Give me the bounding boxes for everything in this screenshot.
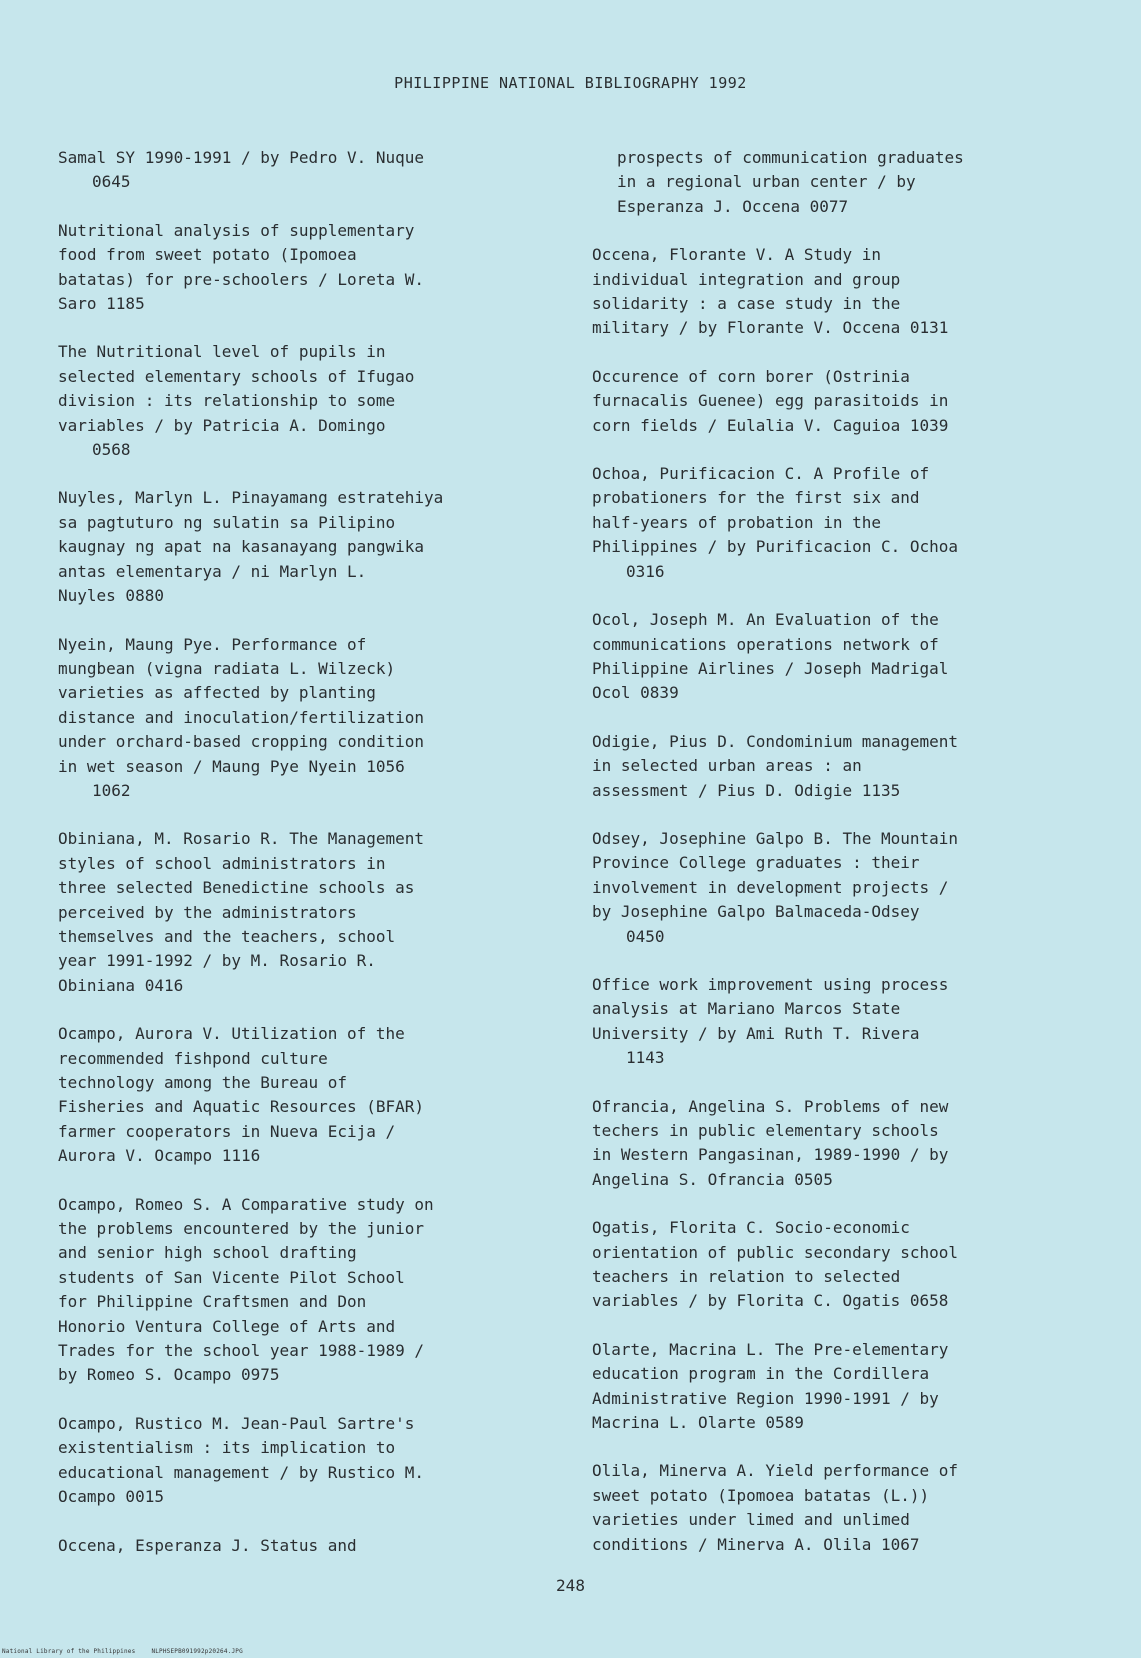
entry-line: Administrative Region 1990-1991 / by: [592, 1388, 939, 1408]
entry-line: in Western Pangasinan, 1989-1990 / by: [592, 1145, 949, 1165]
bibliography-entry: [58, 1022, 548, 1168]
entry-line: furnacalis Guenee) egg parasitoids in: [592, 391, 949, 411]
entry-line: military / by Florante V. Occena 0131: [592, 318, 949, 338]
entry-line: involvement in development projects /: [592, 877, 949, 897]
entry-line: Samal SY 1990-1991 / by Pedro V. Nuque: [58, 148, 425, 167]
entry-line: Trades for the school year 1988-1989 /: [58, 1341, 425, 1361]
entry-line: Obiniana 0416: [58, 975, 184, 995]
bibliography-entry: [592, 146, 1082, 219]
entry-line: education program in the Cordillera: [592, 1364, 930, 1384]
bibliography-entry: [58, 146, 548, 195]
entry-line: the problems encountered by the junior: [58, 1219, 425, 1239]
bibliography-entry: [58, 827, 548, 998]
entry-line: Obiniana, M. Rosario R. The Management: [58, 829, 425, 849]
entry-line: communications operations network of: [592, 634, 939, 654]
bibliography-entry: [592, 243, 1082, 341]
bibliography-entry: [592, 1459, 1082, 1557]
entry-line: division : its relationship to some: [58, 391, 396, 411]
entry-line: existentialism : its implication to: [58, 1438, 396, 1458]
entry-line: kaugnay ng apat na kasanayang pangwika: [58, 537, 425, 557]
entry-line: Occurence of corn borer (Ostrinia: [592, 366, 910, 386]
bibliography-entry: [592, 1216, 1082, 1314]
bibliography-entry: [58, 633, 548, 804]
entry-number: 0316: [626, 561, 665, 581]
bibliography-entry: [592, 1338, 1082, 1436]
entry-line: Saro 1185: [58, 294, 145, 314]
entry-line: Ocampo, Aurora V. Utilization of the: [58, 1024, 405, 1044]
entry-line: Honorio Ventura College of Arts and: [58, 1316, 396, 1336]
entry-line: Fisheries and Aquatic Resources (BFAR): [58, 1097, 425, 1117]
entry-line: Macrina L. Olarte 0589: [592, 1413, 804, 1433]
entry-line: mungbean (vigna radiata L. Wilzeck): [58, 658, 396, 678]
entry-line: Philippines / by Purificacion C. Ochoa: [592, 537, 959, 557]
entry-line: by Josephine Galpo Balmaceda-Odsey: [592, 902, 920, 922]
entry-line: students of San Vicente Pilot School: [58, 1267, 405, 1287]
entry-line: corn fields / Eulalia V. Caguioa 1039: [592, 415, 949, 435]
bibliography-entry: [58, 219, 548, 317]
entry-number: 0568: [92, 440, 131, 460]
entry-line: three selected Benedictine schools as: [58, 878, 415, 898]
entry-line: styles of school administrators in: [58, 853, 386, 873]
entry-line: year 1991-1992 / by M. Rosario R.: [58, 951, 376, 971]
entry-line: in a regional urban center / by: [617, 172, 916, 192]
bibliography-entry: [58, 486, 548, 608]
entry-line: Ocampo, Romeo S. A Comparative study on: [58, 1194, 434, 1214]
entry-line: in selected urban areas : an: [592, 756, 862, 776]
bibliography-entry: [592, 730, 1082, 803]
entry-line: Odigie, Pius D. Condominium management: [592, 731, 959, 751]
entry-line: Ocampo 0015: [58, 1487, 164, 1507]
entry-line: Olarte, Macrina L. The Pre-elementary: [592, 1339, 949, 1359]
entry-line: prospects of communication graduates: [617, 148, 964, 167]
entry-line: varieties under limed and unlimed: [592, 1510, 910, 1530]
entry-line: antas elementarya / ni Marlyn L.: [58, 561, 367, 581]
entry-line: variables / by Patricia A. Domingo: [58, 415, 386, 435]
entry-line: Nuyles 0880: [58, 586, 164, 606]
right-column: [592, 146, 1082, 1581]
entry-line: University / by Ami Ruth T. Rivera: [592, 1023, 920, 1043]
entry-line: batatas) for pre-schoolers / Loreta W.: [58, 269, 425, 289]
entry-line: perceived by the administrators: [58, 902, 357, 922]
entry-line: Ocol, Joseph M. An Evaluation of the: [592, 610, 939, 630]
entry-line: Occena, Esperanza J. Status and: [58, 1535, 357, 1555]
entry-line: probationers for the first six and: [592, 488, 920, 508]
entry-line: assessment / Pius D. Odigie 1135: [592, 780, 901, 800]
entry-line: themselves and the teachers, school: [58, 926, 396, 946]
page-number: 248: [556, 1576, 585, 1595]
entry-line: individual integration and group: [592, 269, 901, 289]
entry-line: Olila, Minerva A. Yield performance of: [592, 1461, 959, 1481]
page-header: PHILIPPINE NATIONAL BIBLIOGRAPHY 1992: [394, 74, 747, 92]
entry-line: under orchard-based cropping condition: [58, 732, 425, 752]
bibliography-entry: [592, 462, 1082, 584]
entry-number: 1143: [626, 1048, 665, 1068]
entry-line: food from sweet potato (Ipomoea: [58, 245, 357, 265]
entry-line: Ofrancia, Angelina S. Problems of new: [592, 1096, 949, 1116]
entry-line: Nutritional analysis of supplementary: [58, 220, 415, 240]
entry-number: 1062: [92, 780, 131, 800]
entry-line: Aurora V. Ocampo 1116: [58, 1146, 261, 1166]
entry-line: selected elementary schools of Ifugao: [58, 366, 415, 386]
entry-line: Ocampo, Rustico M. Jean-Paul Sartre's: [58, 1413, 415, 1433]
entry-line: and senior high school drafting: [58, 1243, 357, 1263]
entry-line: for Philippine Craftsmen and Don: [58, 1292, 367, 1312]
entry-line: solidarity : a case study in the: [592, 294, 901, 314]
entry-line: Angelina S. Ofrancia 0505: [592, 1169, 833, 1189]
entry-line: Office work improvement using process: [592, 974, 949, 994]
bibliography-entry: [592, 973, 1082, 1071]
bibliography-entry: [592, 365, 1082, 438]
bibliography-entry: [58, 1534, 548, 1558]
entry-number: 0645: [92, 172, 131, 192]
entry-line: Nuyles, Marlyn L. Pinayamang estratehiya: [58, 488, 444, 508]
entry-line: recommended fishpond culture: [58, 1048, 328, 1068]
entry-line: analysis at Mariano Marcos State: [592, 999, 901, 1019]
bibliography-entry: [58, 1412, 548, 1510]
entry-line: sweet potato (Ipomoea batatas (L.)): [592, 1485, 930, 1505]
entry-line: Odsey, Josephine Galpo B. The Mountain: [592, 828, 959, 848]
entry-line: Occena, Florante V. A Study in: [592, 245, 881, 265]
entry-line: sa pagtuturo ng sulatin sa Pilipino: [58, 512, 396, 532]
entry-line: by Romeo S. Ocampo 0975: [58, 1365, 280, 1385]
entry-line: conditions / Minerva A. Olila 1067: [592, 1534, 920, 1554]
bibliography-entry: [592, 1095, 1082, 1193]
bibliography-entry: [592, 608, 1082, 706]
footer-library: National Library of the Philippines: [2, 1648, 136, 1655]
entry-number: 0450: [626, 926, 665, 946]
entry-line: techers in public elementary schools: [592, 1121, 939, 1140]
bibliography-entry: [592, 827, 1082, 949]
entry-line: Ocol 0839: [592, 683, 679, 703]
entry-line: teachers in relation to selected: [592, 1267, 901, 1287]
entry-line: varieties as affected by planting: [58, 683, 376, 703]
entry-line: Philippine Airlines / Joseph Madrigal: [592, 658, 949, 678]
bibliography-entry: [58, 340, 548, 462]
entry-line: in wet season / Maung Pye Nyein 1056: [58, 756, 405, 776]
entry-line: variables / by Florita C. Ogatis 0658: [592, 1291, 949, 1311]
bibliography-entry: [58, 1193, 548, 1388]
entry-line: orientation of public secondary school: [592, 1242, 959, 1262]
entry-line: The Nutritional level of pupils in: [58, 342, 386, 362]
entry-line: Esperanza J. Occena 0077: [617, 196, 849, 216]
entry-line: educational management / by Rustico M.: [58, 1462, 425, 1482]
entry-line: Nyein, Maung Pye. Performance of: [58, 634, 367, 654]
entry-line: technology among the Bureau of: [58, 1073, 347, 1092]
entry-line: farmer cooperators in Nueva Ecija /: [58, 1121, 396, 1141]
footer-file: NLPHSEPB091992p20264.JPG: [151, 1648, 243, 1655]
entry-line: Ochoa, Purificacion C. A Profile of: [592, 464, 930, 484]
entry-line: distance and inoculation/fertilization: [58, 707, 425, 727]
entry-line: half-years of probation in the: [592, 512, 881, 532]
entry-line: Ogatis, Florita C. Socio-economic: [592, 1218, 910, 1238]
footer: [2, 1648, 243, 1655]
left-column: [58, 146, 548, 1582]
entry-line: Province College graduates : their: [592, 853, 920, 873]
